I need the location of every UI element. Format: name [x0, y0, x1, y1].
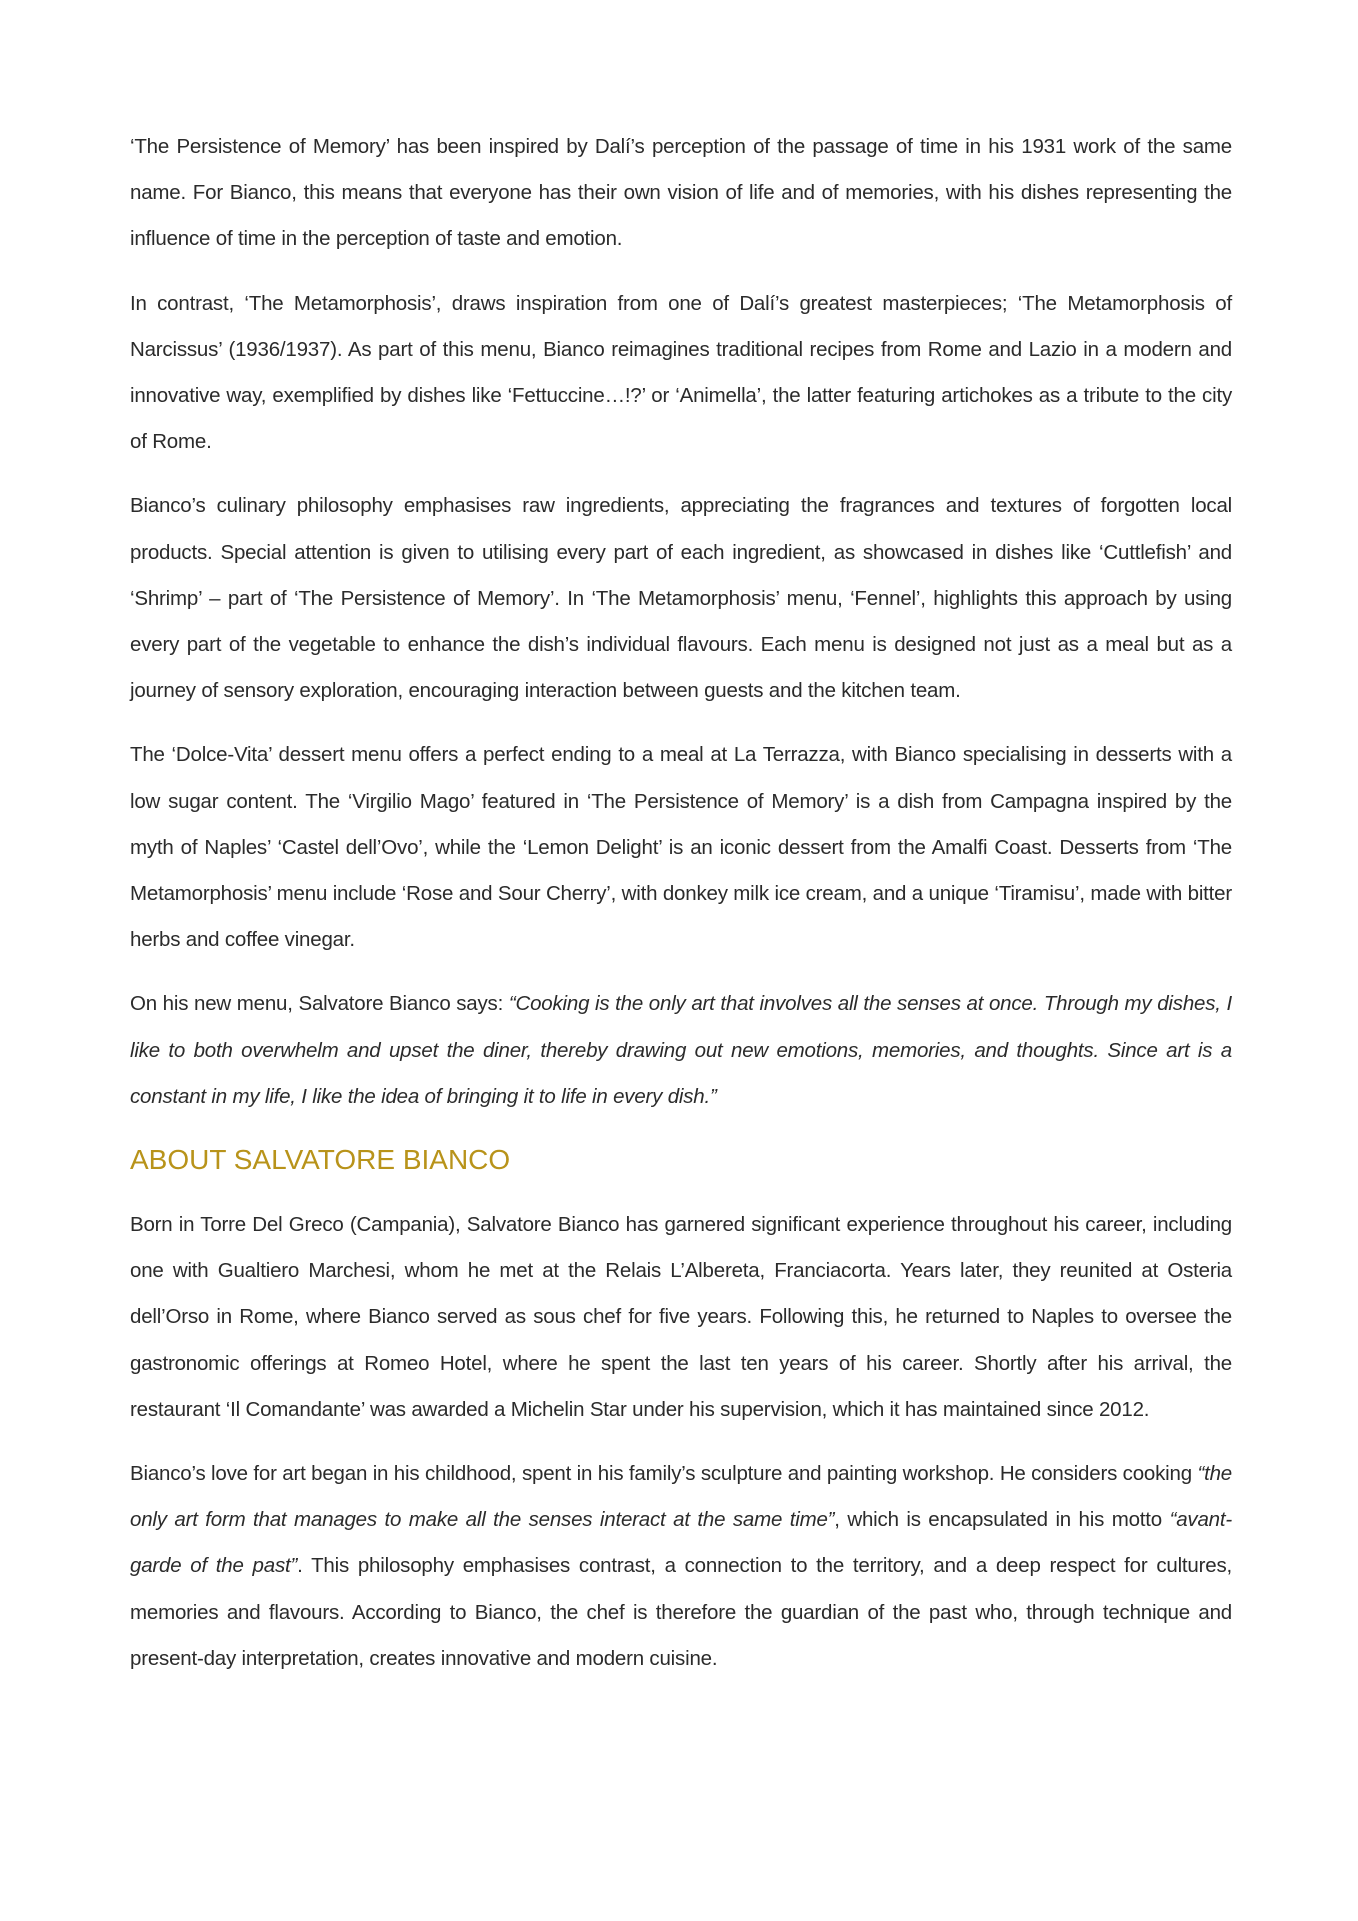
about-art-quote-1: “the only art form that manages to make all the senses interact at the same time”	[130, 1462, 1232, 1532]
about-art-quote-2: “avant-garde of the past”	[130, 1508, 1232, 1578]
paragraph-dessert-menu: The ‘Dolce-Vita’ dessert menu offers a perfect ending to a meal at La Terrazza, with Bianco specialising in desserts with a low sugar content. The ‘Virgilio Mago’ featured in ‘The Persistence of Memory’ is a dish from Campagna inspired by the myth of Naples’ ‘Castel dell’Ovo’, while the ‘Lemon Delight’ is an iconic dessert from the Amalfi Coast. Desserts from ‘The Metamorphosis’ menu include ‘Rose and Sour Cherry’, with donkey milk ice cream, and a unique ‘Tiramisu’, made with bitter herbs and coffee vinegar.	[130, 743, 1232, 952]
paragraph-about-art	[130, 1451, 1232, 1682]
chef-quote-text: “Cooking is the only art that involves all the senses at once. Through my dishes, I like to both overwhelm and upset the diner, thereby drawing out new emotions, memories, and thoughts. Since art is a constant in my life, I like the idea of bringing it to life in every dish.”	[130, 992, 1232, 1108]
paragraph-about-career: Born in Torre Del Greco (Campania), Salvatore Bianco has garnered significant experience throughout his career, including one with Gualtiero Marchesi, whom he met at the Relais L’Albereta, Franciacorta. Years later, they reunited at Osteria dell’Orso in Rome, where Bianco served as sous chef for five years. Following this, he returned to Naples to oversee the gastronomic offerings at Romeo Hotel, where he spent the last ten years of his career. Shortly after his arrival, the restaurant ‘Il Comandante’ was awarded a Michelin Star under his supervision, which it has maintained since 2012.	[130, 1213, 1232, 1421]
chef-quote-intro: On his new menu, Salvatore Bianco says:	[130, 992, 509, 1016]
paragraph-chef-quote	[130, 981, 1232, 1120]
about-art-text-3: . This philosophy emphasises contrast, a connection to the territory, and a deep respect for cultures, memories and flavours. According to Bianco, the chef is therefore the guardian of the past who, through technique and present-day interpretation, creates innovative and modern cuisine.	[130, 1554, 1232, 1670]
about-art-text-2: , which is encapsulated in his motto	[834, 1508, 1170, 1532]
paragraph-persistence-of-memory: ‘The Persistence of Memory’ has been inspired by Dalí’s perception of the passage of time in his 1931 work of the same name. For Bianco, this means that everyone has their own vision of life and of memories, with his dishes representing the influence of time in the perception of taste and emotion.	[130, 135, 1232, 251]
document-body	[130, 124, 1232, 1700]
paragraph-culinary-philosophy: Bianco’s culinary philosophy emphasises raw ingredients, appreciating the fragrances and textures of forgotten local products. Special attention is given to utilising every part of each ingredient, as showcased in dishes like ‘Cuttlefish’ and ‘Shrimp’ – part of ‘The Persistence of Memory’. In ‘The Metamorphosis’ menu, ‘Fennel’, highlights this approach by using every part of the vegetable to enhance the dish’s individual flavours. Each menu is designed not just as a meal but as a journey of sensory exploration, encouraging interaction between guests and the kitchen team.	[130, 494, 1232, 703]
section-heading-about: ABOUT SALVATORE BIANCO	[130, 1144, 511, 1176]
about-art-text-1: Bianco’s love for art began in his childhood, spent in his family’s sculpture and painting workshop. He considers cooking	[130, 1462, 1198, 1486]
paragraph-metamorphosis: In contrast, ‘The Metamorphosis’, draws inspiration from one of Dalí’s greatest masterpieces; ‘The Metamorphosis of Narcissus’ (1936/1937). As part of this menu, Bianco reimagines traditional recipes from Rome and Lazio in a modern and innovative way, exemplified by dishes like ‘Fettuccine…!?’ or ‘Animella’, the latter featuring artichokes as a tribute to the city of Rome.	[130, 291, 1232, 454]
